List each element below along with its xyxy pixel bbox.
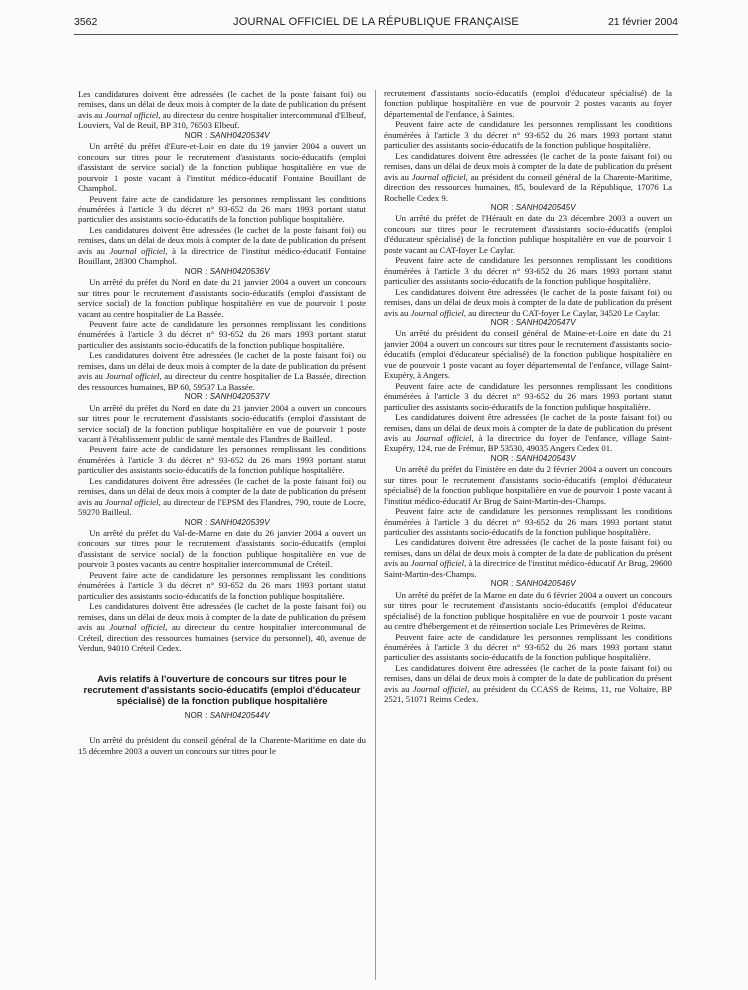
notice (78, 131, 366, 267)
nor-reference: NOR : SANH0420547V (490, 317, 576, 327)
notice-paragraph: Peuvent faire acte de candidature les personnes remplissant les conditions énumérées à l'article 3 du décret n° 93-652 du 26 mars 1993 portant statut particulier des assistants socio-éducatifs de la fonction publique hospitalière. (78, 569, 366, 601)
notice-paragraph: Peuvent faire acte de candidature les personnes remplissant les conditions énumérées à l'article 3 du décret n° 93-652 du 26 mars 1993 portant statut particulier des assistants socio-éducatifs de la fonction publique hospitalière. (78, 444, 366, 476)
nor-reference: NOR : SANH0420546V (490, 579, 576, 589)
notice (384, 454, 672, 579)
notice-paragraph: Un arrêté du président du conseil général de la Charente-Maritime en date du 15 décembre 2003 a ouvert un concours sur titres pour le (78, 735, 366, 756)
continuation-paragraph: Peuvent faire acte de candidature les personnes remplissant les conditions énumérées à l'article 3 du décret n° 93-652 du 26 mars 1993 portant statut particulier des assistants socio-éducatifs de la fonction publique hospitalière. (384, 119, 672, 151)
notice (384, 203, 672, 318)
page-number: 3562 (74, 16, 98, 28)
nor-reference: NOR : SANH0420543V (490, 453, 576, 463)
notice-paragraph: Peuvent faire acte de candidature les personnes remplissant les conditions énumérées à l'article 3 du décret n° 93-652 du 26 mars 1993 portant statut particulier des assistants socio-éducatifs de la fonction publique hospitalière. (78, 318, 366, 350)
notice-paragraph: Un arrêté du préfet de la Marne en date du 6 février 2004 a ouvert un concours sur titres pour le recrutement d'assistants socio-éducatifs (emploi d'éducateur spécialisé) de la fonction publique hospitalière en vue de pourvoir 1 poste vacant au centre d'hébergement et de réinsertion sociale Les Primevères de Reims. (384, 589, 672, 632)
notice-paragraph: Peuvent faire acte de candidature les personnes remplissant les conditions énumérées à l'article 3 du décret n° 93-652 du 26 mars 1993 portant statut particulier des assistants socio-éducatifs de la fonction publique hospitalière. (384, 506, 672, 538)
notice-paragraph: Un arrêté du président du conseil général de Maine-et-Loire en date du 21 janvier 2004 a ouvert un concours sur titres pour le recrutement d'assistants socio-éducatifs (emploi d'éducateur spécialisé) de la fonction publique hospitalière en vue de pourvoir 1 poste vacant au foyer départemental de l'enfance, village Saint-Exupéry, à Angers. (384, 328, 672, 381)
nor-reference: NOR : SANH0420536V (184, 266, 270, 276)
nor-reference: NOR : SANH0420539V (184, 517, 270, 527)
notice (78, 392, 366, 517)
notice-paragraph: Les candidatures doivent être adressées (le cachet de la poste faisant foi) ou remises, dans un délai de deux mois à compter de la date de publication du présent avis au Journal officiel, au directeur du centre hospitalier intercommunal de Créteil, direction des ressources humaines (service du personnel), 40, avenue de Verdun, 94010 Créteil Cedex. (78, 601, 366, 654)
notice-paragraph: Peuvent faire acte de candidature les personnes remplissant les conditions énumérées à l'article 3 du décret n° 93-652 du 26 mars 1993 portant statut particulier des assistants socio-éducatifs de la fonction publique hospitalière. (384, 255, 672, 287)
nor-reference: NOR : SANH0420544V (184, 710, 270, 720)
section-title: Avis relatifs à l'ouverture de concours sur titres pour le recrutement d'assistants socio-éducatifs (emploi d'éducateur spécialisé) de la fonction publique hospitalière (83, 674, 361, 708)
continuation-paragraph: recrutement d'assistants socio-éducatifs (emploi d'éducateur spécialisé) de la fonction publique hospitalière en vue de pourvoir 2 postes vacants au foyer départemental de l'enfance, à Saintes. (384, 88, 672, 119)
notice-paragraph: Peuvent faire acte de candidature les personnes remplissant les conditions énumérées à l'article 3 du décret n° 93-652 du 26 mars 1993 portant statut particulier des assistants socio-éducatifs de la fonction publique hospitalière. (384, 380, 672, 412)
notice-paragraph: Un arrêté du préfet du Nord en date du 21 janvier 2004 a ouvert un concours sur titres pour le recrutement d'assistants socio-éducatifs (emploi d'assistant de service social) de la fonction publique hospitalière en vue de pourvoir 1 poste vacant à l'établissement public de santé mentale des Flandres de Bailleul. (78, 402, 366, 444)
column-divider (375, 90, 376, 980)
notice (78, 518, 366, 654)
notice-paragraph: Les candidatures doivent être adressées (le cachet de la poste faisant foi) ou remises, dans un délai de deux mois à compter de la date de publication du présent avis au Journal officiel, au directeur du centre hospitalier de La Bassée, direction des ressources humaines, BP 60, 59537 La Bassée. (78, 350, 366, 392)
notice-paragraph: Un arrêté du préfet de l'Hérault en date du 23 décembre 2003 a ouvert un concours sur titres pour le recrutement d'assistants socio-éducatifs (emploi d'éducateur spécialisé) de la fonction publique hospitalière en vue de pourvoir 1 poste vacant au CAT-foyer Le Caylar. (384, 213, 672, 255)
page-header (74, 14, 678, 35)
nor-reference: NOR : SANH0420534V (184, 130, 270, 140)
notice-paragraph: Un arrêté du préfet du Val-de-Marne en date du 26 janvier 2004 a ouvert un concours sur titres pour le recrutement d'assistants socio-éducatifs (emploi d'assistant de service social) de la fonction publique hospitalière en vue de pourvoir 3 postes vacants au centre hospitalier intercommunal de Créteil. (78, 528, 366, 570)
right-column (384, 88, 672, 978)
notice-paragraph: Les candidatures doivent être adressées (le cachet de la poste faisant foi) ou remises, dans un délai de deux mois à compter de la date de publication du présent avis au Journal officiel, à la directrice de l'institut médico-éducatif Ar Brug, 29600 Saint-Martin-des-Champs. (384, 537, 672, 579)
notice-paragraph: Les candidatures doivent être adressées (le cachet de la poste faisant foi) ou remises, dans un délai de deux mois à compter de la date de publication du présent avis au Journal officiel, au directeur de l'EPSM des Flandres, 790, route de Locre, 59270 Bailleul. (78, 475, 366, 518)
notice-paragraph: Les candidatures doivent être adressées (le cachet de la poste faisant foi) ou remises, dans un délai de deux mois à compter de la date de publication du présent avis au Journal officiel, à la directrice du foyer de l'enfance, village Saint-Exupéry, 124, rue de Frémur, BP 53530, 49035 Angers Cedex 01. (384, 412, 672, 454)
notice-paragraph: Les candidatures doivent être adressées (le cachet de la poste faisant foi) ou remises, dans un délai de deux mois à compter de la date de publication du présent avis au Journal officiel, au président du CCASS de Reims, 11, rue Voltaire, BP 2521, 51071 Reims Cedex. (384, 662, 672, 705)
notice (384, 318, 672, 454)
notice-paragraph: Peuvent faire acte de candidature les personnes remplissant les conditions énumérées à l'article 3 du décret n° 93-652 du 26 mars 1993 portant statut particulier des assistants socio-éducatifs de la fonction publique hospitalière. (384, 631, 672, 663)
notice-paragraph: Un arrêté du préfet du Nord en date du 21 janvier 2004 a ouvert un concours sur titres pour le recrutement d'assistants socio-éducatifs (emploi d'assistant de service social) de la fonction publique hospitalière en vue de pourvoir 1 poste vacant au centre hospitalier de La Bassée. (78, 277, 366, 319)
notice-paragraph: Un arrêté du préfet du Finistère en date du 2 février 2004 a ouvert un concours sur titres pour le recrutement d'assistants socio-éducatifs (emploi d'éducateur spécialisé) de la fonction publique hospitalière en vue de pourvoir 1 poste vacant à l'institut médico-éducatif Ar Brug de Saint-Martin-des-Champs. (384, 464, 672, 506)
nor-reference: NOR : SANH0420545V (490, 202, 576, 212)
notice-paragraph: Les candidatures doivent être adressées (le cachet de la poste faisant foi) ou remises, dans un délai de deux mois à compter de la date de publication du présent avis au Journal officiel, au directeur du CAT-foyer Le Caylar, 34520 Le Caylar. (384, 286, 672, 318)
nor-reference: NOR : SANH0420537V (184, 392, 270, 402)
intro-paragraph: Les candidatures doivent être adressées (le cachet de la poste faisant foi) ou remises, dans un délai de deux mois à compter de la date de publication du présent avis au Journal officiel, au directeur du centre hospitalier intercommunal d'Elbeuf, Louviers, Val de Reuil, BP 310, 76503 Elbeuf. (78, 89, 366, 131)
journal-title: JOURNAL OFFICIEL DE LA RÉPUBLIQUE FRANÇAISE (233, 16, 519, 28)
notice-paragraph: Peuvent faire acte de candidature les personnes remplissant les conditions énumérées à l'article 3 du décret n° 93-652 du 26 mars 1993 portant statut particulier des assistants socio-éducatifs de la fonction publique hospitalière. (78, 193, 366, 225)
notice-paragraph: Un arrêté du préfet d'Eure-et-Loir en date du 19 janvier 2004 a ouvert un concours sur titres pour le recrutement d'assistants socio-éducatifs (emploi d'assistant de service social) de la fonction publique hospitalière en vue de pourvoir 1 poste vacant à l'institut médico-éducatif Fontaine Bouillant de Champhol. (78, 141, 366, 194)
notice (78, 267, 366, 392)
continuation-paragraph: Les candidatures doivent être adressées (le cachet de la poste faisant foi) ou remises, dans un délai de deux mois à compter de la date de publication du présent avis au Journal officiel, au président du conseil général de la Charente-Maritime, direction des ressources humaines, 85, boulevard de la République, 17076 La Rochelle Cedex 9. (384, 150, 672, 203)
left-column (78, 89, 366, 979)
notice (384, 579, 672, 704)
notice-paragraph: Les candidatures doivent être adressées (le cachet de la poste faisant foi) ou remises, dans un délai de deux mois à compter de la date de publication du présent avis au Journal officiel, à la directrice de l'institut médico-éducatif Fontaine Bouillant, 28300 Champhol. (78, 224, 366, 267)
issue-date: 21 février 2004 (607, 16, 678, 28)
